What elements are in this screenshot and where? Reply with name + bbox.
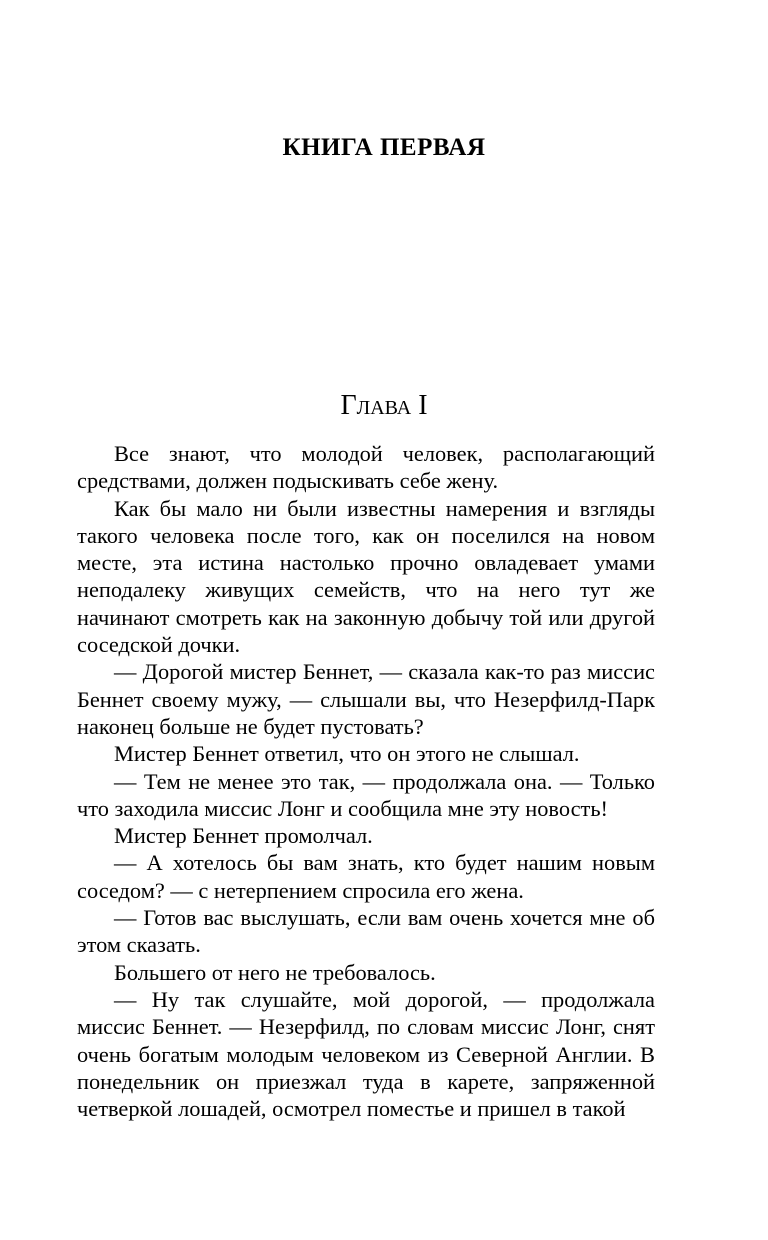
paragraph: Мистер Беннет промолчал. [114, 823, 373, 849]
paragraph: — Дорогой мистер Беннет, — сказала как-то раз миссис Беннет своему мужу, — слышали вы, что Незерфилд-Парк наконец больше не будет пустовать? [77, 659, 655, 739]
paragraph: Как бы мало ни были известны намерения и взгляды такого человека после того, как он поселился на новом месте, эта истина настолько прочно овладевает умами неподалеку живущих семейств, что на него тут же начинают смотреть как на законную добычу той или другой соседской дочки. [77, 495, 655, 658]
paragraph: — Готов вас выслушать, если вам очень хочется мне об этом сказать. [77, 905, 655, 958]
chapter-word: Глава [340, 390, 412, 421]
chapter-numeral: I [418, 390, 428, 421]
paragraph: — А хотелось бы вам знать, кто будет нашим новым соседом? — с нетерпением спросила его жена. [77, 850, 655, 903]
paragraph: — Тем не менее это так, — продолжала она. — Только что заходила миссис Лонг и сообщила мне эту новость! [77, 768, 655, 821]
paragraph: Мистер Беннет ответил, что он этого не слышал. [114, 741, 580, 767]
paragraph: — Ну так слушайте, мой дорогой, — продолжала миссис Беннет. — Незерфилд, по словам миссис Лонг, снят очень богатым молодым человеком из Северной Англии. В понедельник он приезжал туда в карете, запряженной четверкой лошадей, осмотрел поместье и пришел в такой [77, 986, 655, 1122]
chapter-title [0, 390, 768, 422]
body-text [77, 440, 655, 1122]
paragraph: Большего от него не требовалось. [114, 959, 436, 985]
book-title: КНИГА ПЕРВАЯ [282, 134, 486, 161]
paragraph: Все знают, что молодой человек, располагающий средствами, должен подыскивать себе жену. [77, 441, 655, 494]
